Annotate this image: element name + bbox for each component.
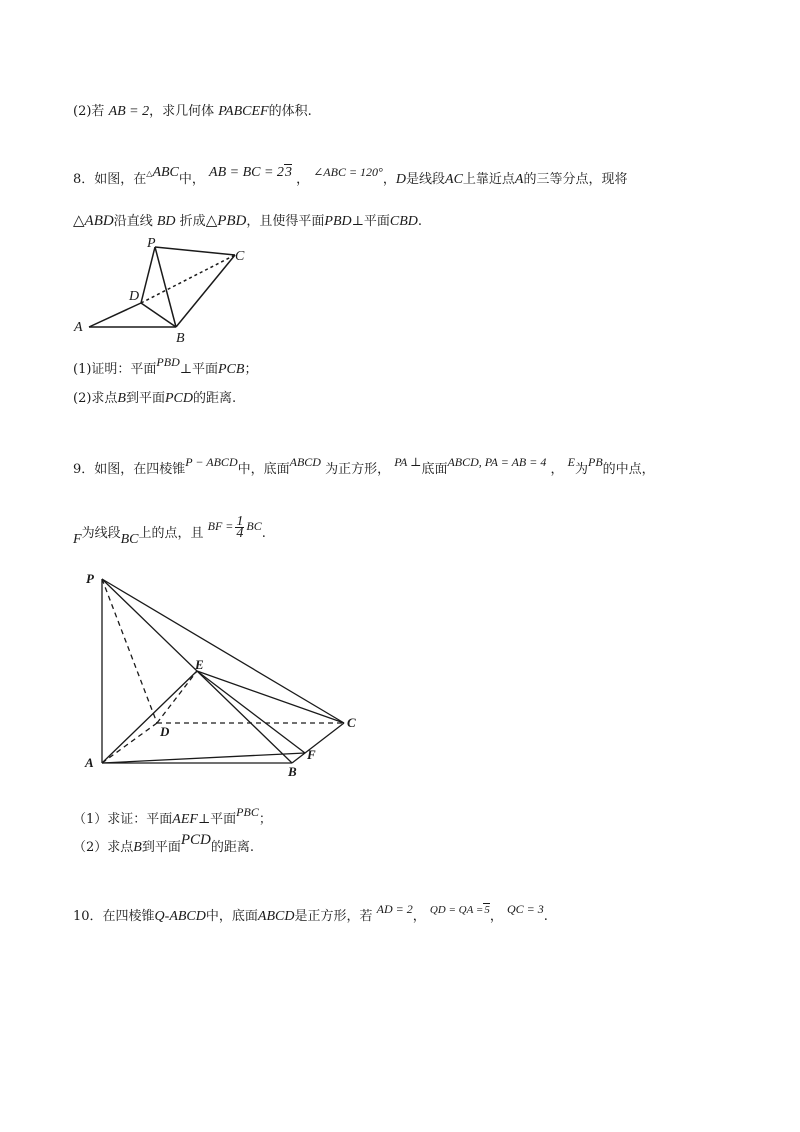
q8-eq2: ∠ABC = 120° xyxy=(313,165,383,179)
q8-plane-cbd: CBD xyxy=(389,214,418,229)
q9-mid1: 中，底面 xyxy=(237,462,290,477)
q9-fraction xyxy=(235,516,244,539)
q10-qc: QC = 3 xyxy=(506,902,544,916)
q7-part2 xyxy=(73,100,312,120)
q8-edge-dc-hidden xyxy=(141,255,235,303)
q9-stem-line2 xyxy=(73,514,266,547)
q9-line2-mid1: 为线段 xyxy=(81,526,121,541)
q8-label-a: A xyxy=(74,320,83,335)
q8-part2-prefix: (2)求点 xyxy=(73,391,118,406)
q7-part2-suffix: 的体积. xyxy=(268,104,312,119)
q8-perp: ⊥平面 xyxy=(351,214,390,229)
q9-label-d: D xyxy=(160,724,170,739)
q9-part1 xyxy=(73,805,272,828)
q8-part2-b: B xyxy=(117,391,126,406)
q9-label-f: F xyxy=(307,747,316,762)
q9-mid3: 底面 xyxy=(421,462,448,477)
q9-edge-pd-hidden xyxy=(102,579,157,723)
q9-comma: ， xyxy=(550,462,564,477)
q9-e: E xyxy=(567,455,575,469)
q8-mid2: 是线段 xyxy=(406,172,446,187)
q9-bc2: BC xyxy=(246,519,262,533)
q9-line2-end: . xyxy=(261,526,266,541)
q8-tri-pbd: △PBD xyxy=(205,213,247,229)
q8-line2-mid3: ，且使得平面 xyxy=(246,214,325,229)
q9-part2-pcd: PCD xyxy=(180,832,211,848)
q8-part2-end: 的距离. xyxy=(193,391,237,406)
q9-fraction-den: 4 xyxy=(236,526,244,541)
q8-label-p: P xyxy=(147,236,156,251)
q9-part2-b: B xyxy=(133,840,142,855)
q7-part2-prefix: (2)若 xyxy=(73,104,105,119)
q9-part1-aef: AEF xyxy=(172,812,198,827)
q8-label-d: D xyxy=(129,289,140,304)
q9-pyramid: P − ABCD xyxy=(185,455,238,469)
q8-eq1-left: AB = BC = 2 xyxy=(209,165,284,180)
q7-part2-mid: ，求几何体 xyxy=(149,104,215,119)
q8-mid1: 中， xyxy=(178,172,205,187)
q8-label-b: B xyxy=(176,331,185,344)
q10-root: 5 xyxy=(484,904,490,916)
q9-edge-af xyxy=(102,753,305,763)
q7-part2-solid: PABCEF xyxy=(218,104,269,119)
q9-mid4: 的中点， xyxy=(602,462,655,477)
q9-label-a: A xyxy=(85,755,94,770)
q9-cond: ABCD, PA = AB = 4 xyxy=(447,455,547,469)
q8-tri-abd: △ABD xyxy=(73,213,114,229)
q9-pa-perp: PA ⊥ xyxy=(394,455,422,469)
q9-label-p: P xyxy=(86,571,94,586)
q9-edge-ad-hidden xyxy=(102,723,157,763)
q9-pb: PB xyxy=(588,455,603,469)
q9-label-c: C xyxy=(347,715,356,730)
q8-part1-mid: ⊥平面 xyxy=(179,362,218,377)
q9-fraction-num: 1 xyxy=(236,514,244,529)
q10-qd-qa: QD = QA = xyxy=(429,904,484,916)
q10-comma1: ， xyxy=(412,909,426,924)
q9-bc: BC xyxy=(120,532,139,547)
q9-stem-line1 xyxy=(73,455,655,477)
q8-triangle-mark: △ xyxy=(146,169,153,178)
q9-edge-pc xyxy=(102,579,344,723)
q8-triangle-name: ABC xyxy=(152,165,179,180)
q8-label-c: C xyxy=(235,249,245,264)
q8-bd: BD xyxy=(156,214,176,229)
q7-part2-expr: AB = 2 xyxy=(108,104,150,119)
q9-part1-prefix: （1）求证：平面 xyxy=(73,812,173,827)
q9-base: ABCD xyxy=(289,455,321,469)
q9-wei: 为 xyxy=(574,462,588,477)
q8-part1 xyxy=(73,355,258,378)
q9-part2-prefix: （2）求点 xyxy=(73,840,134,855)
q8-edge-pc xyxy=(155,247,235,255)
q8-edge-pd xyxy=(141,247,155,303)
q8-part1-end: ； xyxy=(244,362,258,377)
q8-figure xyxy=(68,234,258,344)
q8-d: D xyxy=(395,172,406,187)
q8-edge-ad xyxy=(89,303,141,327)
q10-comma2: ， xyxy=(489,909,503,924)
q8-ac: AC xyxy=(445,172,463,187)
q10-pyramid: Q-ABCD xyxy=(154,909,206,924)
q8-part2 xyxy=(73,387,236,407)
q9-edge-de-hidden xyxy=(157,671,197,723)
q9-edge-bc xyxy=(292,723,344,763)
q9-part2-end: 的距离. xyxy=(210,840,254,855)
q8-mid4: 的三等分点，现将 xyxy=(523,172,628,187)
q10-number: 10．在四棱锥 xyxy=(73,909,155,924)
q8-plane-pbd: PBD xyxy=(324,214,352,229)
q10-ad: AD = 2 xyxy=(376,902,413,916)
q9-f: F xyxy=(73,532,82,547)
q8-line2-end: . xyxy=(417,214,422,229)
q9-number: 9．如图，在四棱锥 xyxy=(73,462,186,477)
q8-mid3: 上靠近点 xyxy=(462,172,515,187)
q9-part2-mid: 到平面 xyxy=(141,840,181,855)
q8-stem-line1 xyxy=(73,165,628,188)
q8-eq1-root: 3 xyxy=(284,165,292,180)
q8-comma1: ， xyxy=(296,172,310,187)
q10-mid1: 中，底面 xyxy=(205,909,258,924)
q9-label-e: E xyxy=(195,657,204,672)
q10-stem xyxy=(73,902,548,925)
q8-number: 8．如图，在 xyxy=(73,172,147,187)
q9-part1-mid: ⊥平面 xyxy=(197,812,237,827)
q9-part1-pbc: PBC xyxy=(236,805,259,819)
q10-end: . xyxy=(543,909,548,924)
q8-line2-mid1: 沿直线 xyxy=(113,214,153,229)
q10-mid2: 是正方形，若 xyxy=(294,909,373,924)
q8-part2-pcd: PCD xyxy=(165,391,193,406)
q8-part1-pbd: PBD xyxy=(156,355,180,369)
q8-line2-mid2: 折成 xyxy=(179,214,206,229)
q9-mid2: 为正方形， xyxy=(325,462,391,477)
q8-part2-mid: 到平面 xyxy=(125,391,165,406)
q10-base: ABCD xyxy=(257,909,295,924)
q9-part1-end: ； xyxy=(258,812,272,827)
q9-figure xyxy=(82,570,362,780)
q8-part1-prefix: (1)证明：平面 xyxy=(73,362,157,377)
q8-a: A xyxy=(514,172,524,187)
q8-edge-bc xyxy=(176,255,235,327)
q8-comma2: ， xyxy=(382,172,396,187)
q9-part2 xyxy=(73,832,254,856)
q9-label-b: B xyxy=(288,764,297,779)
q9-edge-ae xyxy=(102,671,197,763)
q9-line2-mid2: 上的点，且 xyxy=(138,526,204,541)
q9-bf: BF = xyxy=(207,519,234,533)
q9-edge-ef xyxy=(197,671,305,753)
q8-stem-line2 xyxy=(73,210,422,230)
q8-part1-pcb: PCB xyxy=(217,362,245,377)
